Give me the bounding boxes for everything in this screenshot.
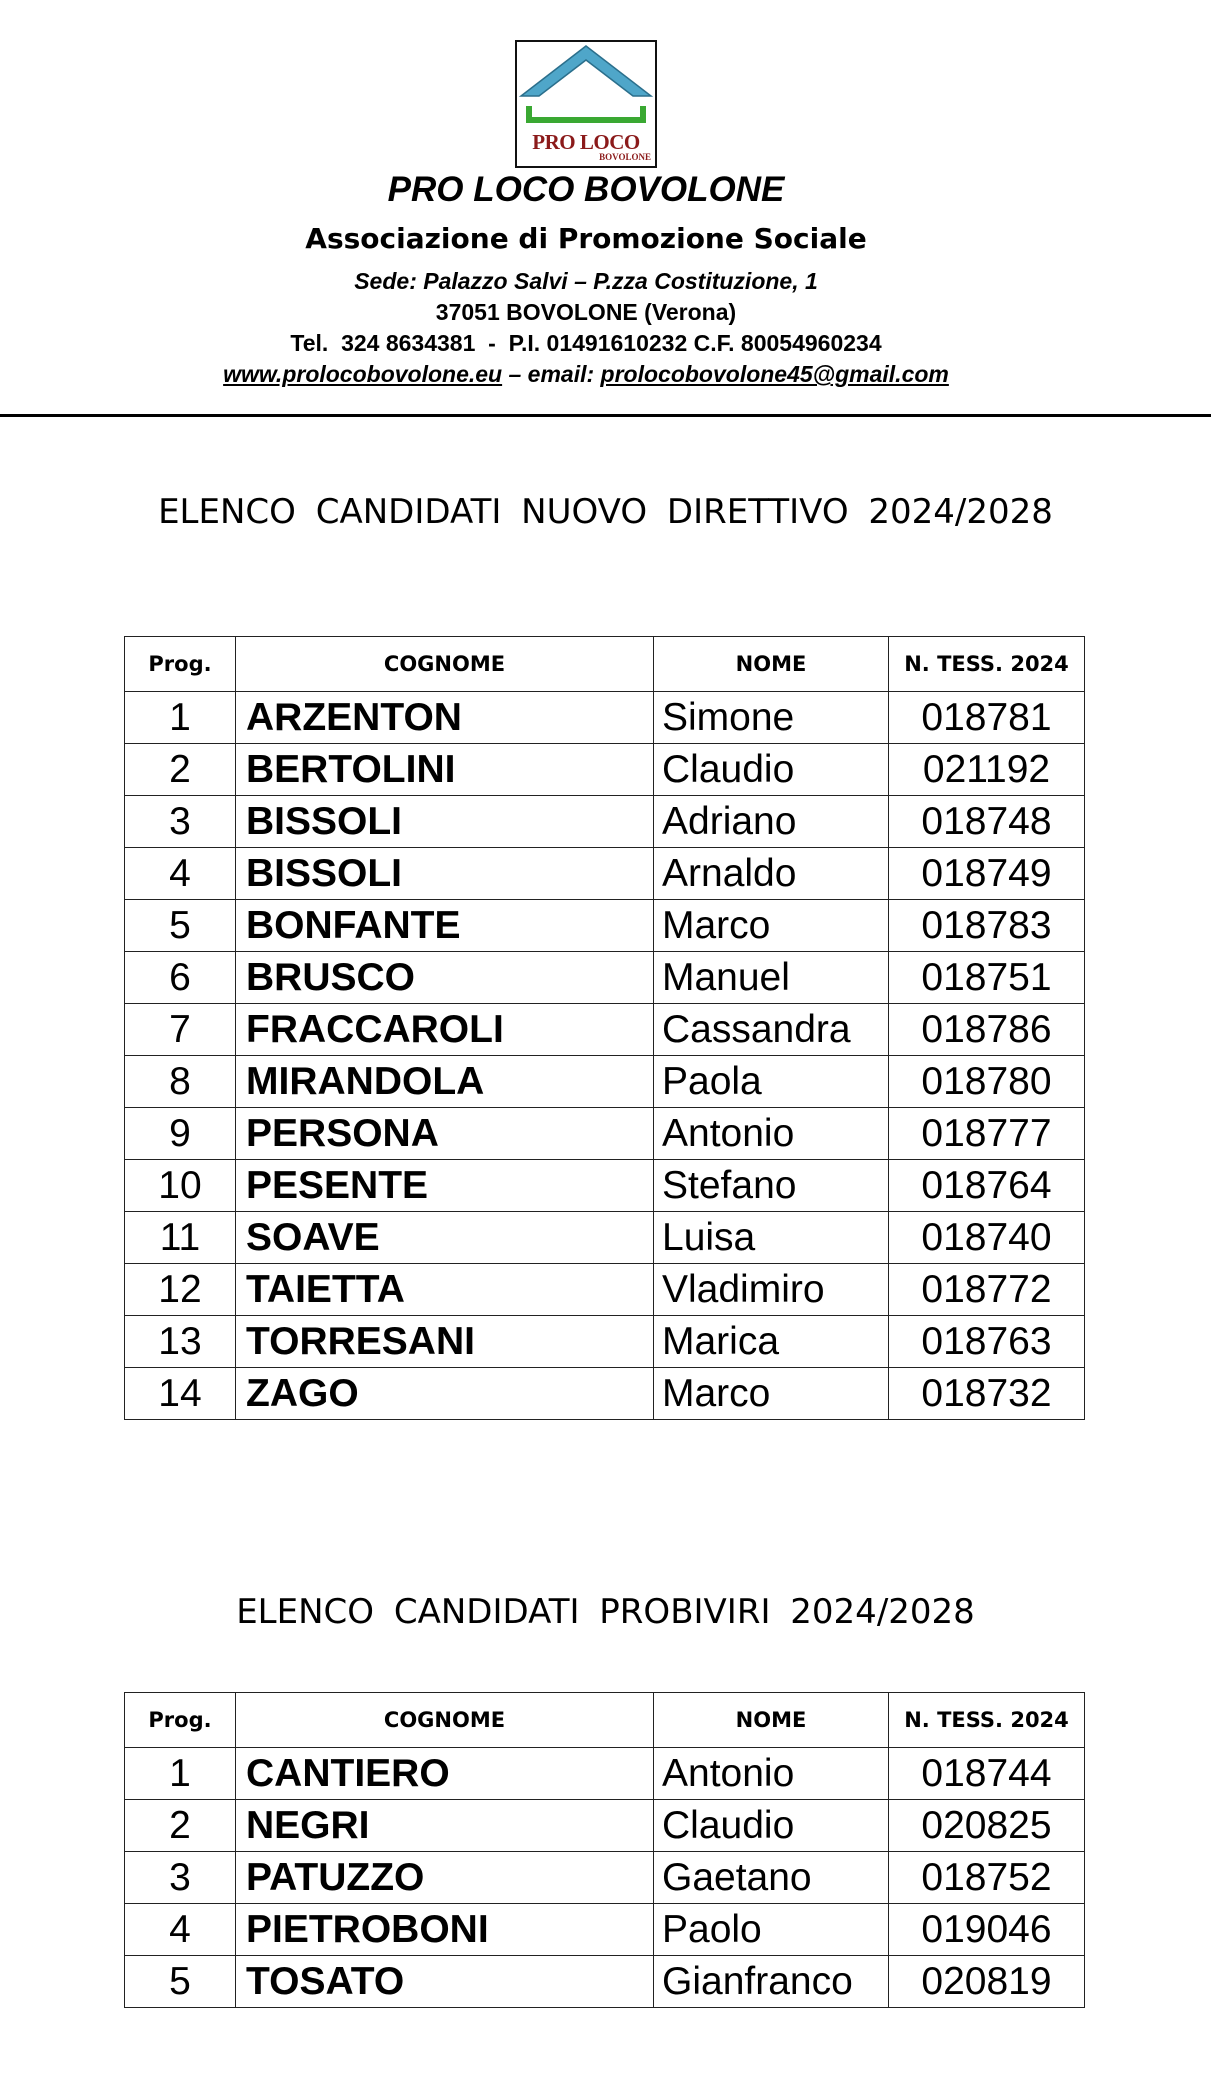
cognome-cell: ZAGO <box>236 1368 654 1420</box>
prog-cell: 3 <box>125 796 236 848</box>
table-header-row <box>125 1693 1085 1748</box>
nome-cell: Claudio <box>654 744 889 796</box>
cognome-cell: BISSOLI <box>236 796 654 848</box>
prog-cell: 4 <box>125 1904 236 1956</box>
table-row <box>125 1800 1085 1852</box>
probiviri-rows <box>125 1748 1085 2008</box>
nome-cell: Marica <box>654 1316 889 1368</box>
cognome-cell: ARZENTON <box>236 692 654 744</box>
nome-cell: Vladimiro <box>654 1264 889 1316</box>
nome-cell: Marco <box>654 900 889 952</box>
table-row <box>125 1316 1085 1368</box>
prog-cell: 10 <box>125 1160 236 1212</box>
table-row <box>125 744 1085 796</box>
nome-cell: Gaetano <box>654 1852 889 1904</box>
org-subtitle: Associazione di Promozione Sociale <box>305 222 867 255</box>
tessera-cell: 018781 <box>889 692 1085 744</box>
website-link[interactable]: www.prolocobovolone.eu <box>223 361 503 387</box>
nome-cell: Antonio <box>654 1108 889 1160</box>
prog-cell: 1 <box>125 692 236 744</box>
org-city: 37051 BOVOLONE (Verona) <box>435 299 737 325</box>
prog-cell: 4 <box>125 848 236 900</box>
tessera-cell: 020819 <box>889 1956 1085 2008</box>
prog-cell: 3 <box>125 1852 236 1904</box>
table-row <box>125 1852 1085 1904</box>
tessera-cell: 018748 <box>889 796 1085 848</box>
table-row <box>125 1264 1085 1316</box>
tessera-cell: 018786 <box>889 1004 1085 1056</box>
prog-cell: 9 <box>125 1108 236 1160</box>
table-row <box>125 1108 1085 1160</box>
cognome-cell: BISSOLI <box>236 848 654 900</box>
prog-cell: 1 <box>125 1748 236 1800</box>
tessera-cell: 018744 <box>889 1748 1085 1800</box>
prog-cell: 13 <box>125 1316 236 1368</box>
tessera-cell: 018780 <box>889 1056 1085 1108</box>
col-nome-header: NOME <box>654 1693 889 1748</box>
col-nome-header: NOME <box>654 637 889 692</box>
table-row <box>125 900 1085 952</box>
cognome-cell: BERTOLINI <box>236 744 654 796</box>
email-label: – email: <box>502 361 601 387</box>
table-row <box>125 1212 1085 1264</box>
prog-cell: 2 <box>125 744 236 796</box>
nome-cell: Manuel <box>654 952 889 1004</box>
tessera-cell: 018732 <box>889 1368 1085 1420</box>
cognome-cell: PIETROBONI <box>236 1904 654 1956</box>
table-row <box>125 1004 1085 1056</box>
nome-cell: Simone <box>654 692 889 744</box>
tessera-cell: 018777 <box>889 1108 1085 1160</box>
prog-cell: 5 <box>125 1956 236 2008</box>
cognome-cell: TOSATO <box>236 1956 654 2008</box>
table-row <box>125 1748 1085 1800</box>
prog-cell: 7 <box>125 1004 236 1056</box>
col-tess-header: N. TESS. 2024 <box>889 637 1085 692</box>
cognome-cell: PATUZZO <box>236 1852 654 1904</box>
table-row <box>125 1904 1085 1956</box>
cognome-cell: PERSONA <box>236 1108 654 1160</box>
tessera-cell: 018764 <box>889 1160 1085 1212</box>
cognome-cell: NEGRI <box>236 1800 654 1852</box>
tessera-cell: 019046 <box>889 1904 1085 1956</box>
col-prog-header: Prog. <box>125 1693 236 1748</box>
cognome-cell: BRUSCO <box>236 952 654 1004</box>
nome-cell: Claudio <box>654 1800 889 1852</box>
nome-cell: Gianfranco <box>654 1956 889 2008</box>
table-header-row <box>125 637 1085 692</box>
tessera-cell: 020825 <box>889 1800 1085 1852</box>
direttivo-rows <box>125 692 1085 1420</box>
table-row <box>125 848 1085 900</box>
tessera-cell: 018783 <box>889 900 1085 952</box>
col-prog-header: Prog. <box>125 637 236 692</box>
nome-cell: Marco <box>654 1368 889 1420</box>
col-tess-header: N. TESS. 2024 <box>889 1693 1085 1748</box>
cognome-cell: TORRESANI <box>236 1316 654 1368</box>
prog-cell: 5 <box>125 900 236 952</box>
tessera-cell: 018763 <box>889 1316 1085 1368</box>
cognome-cell: MIRANDOLA <box>236 1056 654 1108</box>
nome-cell: Adriano <box>654 796 889 848</box>
pro-loco-logo <box>515 40 657 168</box>
org-web-line <box>0 360 1172 388</box>
header-divider <box>0 414 1211 417</box>
cognome-cell: PESENTE <box>236 1160 654 1212</box>
direttivo-title: ELENCO CANDIDATI NUOVO DIRETTIVO 2024/2028 <box>158 492 1053 532</box>
cognome-cell: TAIETTA <box>236 1264 654 1316</box>
table-row <box>125 1056 1085 1108</box>
probiviri-title: ELENCO CANDIDATI PROBIVIRI 2024/2028 <box>236 1592 975 1632</box>
prog-cell: 11 <box>125 1212 236 1264</box>
cognome-cell: SOAVE <box>236 1212 654 1264</box>
tessera-cell: 021192 <box>889 744 1085 796</box>
cognome-cell: CANTIERO <box>236 1748 654 1800</box>
table-row <box>125 1956 1085 2008</box>
table-row <box>125 796 1085 848</box>
table-row <box>125 692 1085 744</box>
prog-cell: 12 <box>125 1264 236 1316</box>
tessera-cell: 018752 <box>889 1852 1085 1904</box>
probiviri-table <box>124 1692 1085 2008</box>
tessera-cell: 018772 <box>889 1264 1085 1316</box>
logo-sub: BOVOLONE <box>599 152 651 162</box>
prog-cell: 8 <box>125 1056 236 1108</box>
nome-cell: Luisa <box>654 1212 889 1264</box>
col-cognome-header: COGNOME <box>236 1693 654 1748</box>
org-address: Sede: Palazzo Salvi – P.zza Costituzione, 1 <box>354 268 818 294</box>
logo-name: PRO LOCO <box>532 130 640 154</box>
prog-cell: 14 <box>125 1368 236 1420</box>
prog-cell: 6 <box>125 952 236 1004</box>
prog-cell: 2 <box>125 1800 236 1852</box>
org-contacts: Tel. 324 8634381 - P.I. 01491610232 C.F. 80054960234 <box>290 330 882 356</box>
email-link[interactable]: prolocobovolone45@gmail.com <box>600 361 949 387</box>
table-row <box>125 952 1085 1004</box>
cognome-cell: FRACCAROLI <box>236 1004 654 1056</box>
tessera-cell: 018749 <box>889 848 1085 900</box>
nome-cell: Paola <box>654 1056 889 1108</box>
org-name: PRO LOCO BOVOLONE <box>387 170 785 209</box>
nome-cell: Stefano <box>654 1160 889 1212</box>
tessera-cell: 018740 <box>889 1212 1085 1264</box>
tessera-cell: 018751 <box>889 952 1085 1004</box>
nome-cell: Arnaldo <box>654 848 889 900</box>
table-row <box>125 1368 1085 1420</box>
cognome-cell: BONFANTE <box>236 900 654 952</box>
col-cognome-header: COGNOME <box>236 637 654 692</box>
nome-cell: Paolo <box>654 1904 889 1956</box>
table-row <box>125 1160 1085 1212</box>
direttivo-table <box>124 636 1085 1420</box>
nome-cell: Cassandra <box>654 1004 889 1056</box>
nome-cell: Antonio <box>654 1748 889 1800</box>
